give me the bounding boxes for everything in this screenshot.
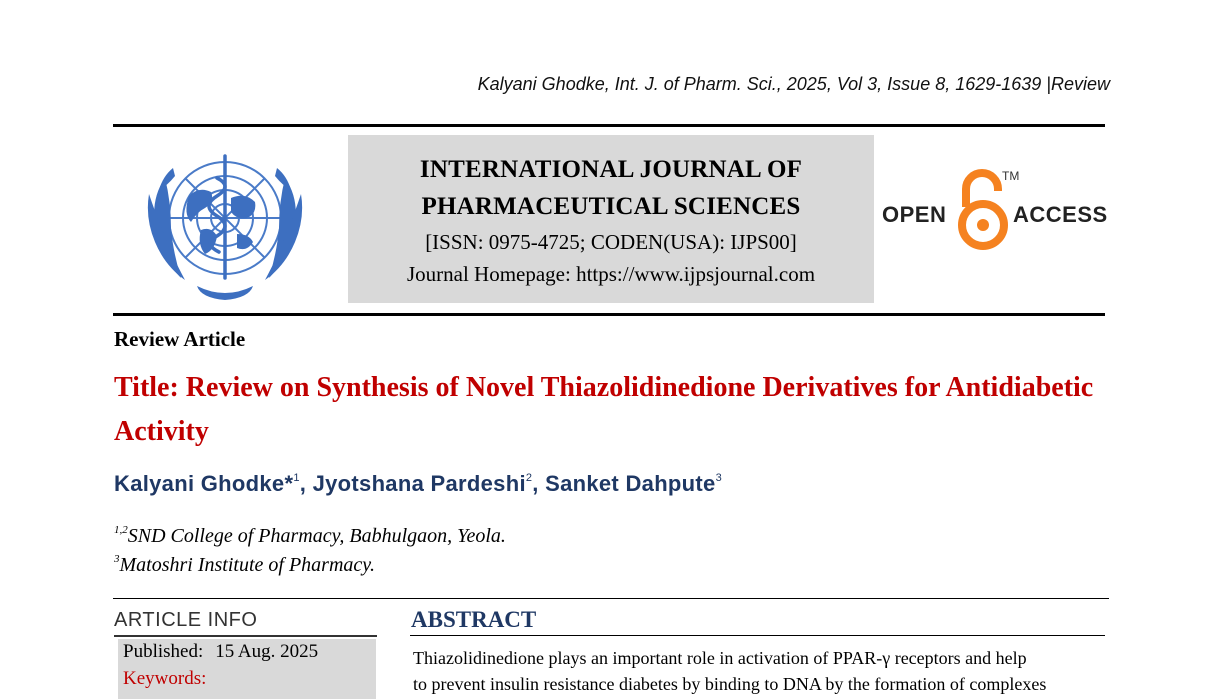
- article-type-label: Review Article: [114, 327, 246, 351]
- who-emblem-logo: [127, 138, 323, 304]
- journal-issn: [ISSN: 0975-4725; CODEN(USA): IJPS00]: [425, 230, 797, 254]
- article-title: Title: Review on Synthesis of Novel Thiazolidinedione Derivatives for Antidiabetic Activity: [114, 372, 1094, 447]
- open-access-logo: [880, 165, 1106, 253]
- journal-name-line2: PHARMACEUTICAL SCIENCES: [421, 193, 801, 220]
- abstract-heading: ABSTRACT: [411, 607, 537, 632]
- affiliation-1: $^{1,2}$SND College of Pharmacy, Babhulgaon, Yeola.: [114, 524, 506, 547]
- journal-homepage-link[interactable]: Journal Homepage: https://www.ijpsjournal.com: [406, 262, 816, 286]
- header-top-rule: [113, 124, 1105, 127]
- abstract-text-line: Thiazolidinedione plays an important role in activation of PPAR-γ receptors and help: [413, 648, 1027, 668]
- journal-masthead-box: [348, 135, 874, 303]
- author-list: Kalyani Ghodke*$^1$, Jyotshana Pardeshi$^2$, Sanket Dahpute$^3$: [114, 471, 722, 496]
- author-1[interactable]: Kalyani Ghodke*$^1$: [114, 471, 300, 496]
- abstract-text-line: to prevent insulin resistance diabetes by binding to DNA by the formation of complexes: [413, 674, 1047, 694]
- open-access-open-text: OPEN: [882, 202, 947, 227]
- author-1-affiliation-mark: 1: [293, 472, 300, 484]
- running-header-citation: Kalyani Ghodke, Int. J. of Pharm. Sci., 2025, Vol 3, Issue 8, 1629-1639 |Review: [477, 74, 1110, 94]
- author-2-affiliation-mark: 2: [525, 472, 533, 484]
- author-2[interactable]: Jyotshana Pardeshi$^2$: [312, 471, 533, 496]
- journal-name: [348, 151, 874, 225]
- open-access-access-text: ACCESS: [1013, 202, 1108, 227]
- section-divider: [113, 598, 1109, 599]
- abstract-rule: [410, 635, 1105, 636]
- author-3[interactable]: Sanket Dahpute$^3$: [545, 471, 722, 496]
- affiliation-2: $^3$Matoshri Institute of Pharmacy.: [114, 553, 376, 576]
- author-3-affiliation-mark: 3: [715, 472, 722, 484]
- open-access-trademark: TM: [1002, 169, 1020, 183]
- published-row: [123, 641, 318, 663]
- journal-name-line1: INTERNATIONAL JOURNAL OF: [419, 156, 803, 183]
- article-info-heading: ARTICLE INFO: [114, 609, 258, 631]
- published-date: 15 Aug. 2025: [215, 641, 319, 662]
- keywords-label: Keywords:: [123, 668, 207, 689]
- header-bottom-rule: [113, 313, 1105, 316]
- published-label: Published:: [123, 641, 204, 662]
- article-info-rule: [114, 635, 377, 637]
